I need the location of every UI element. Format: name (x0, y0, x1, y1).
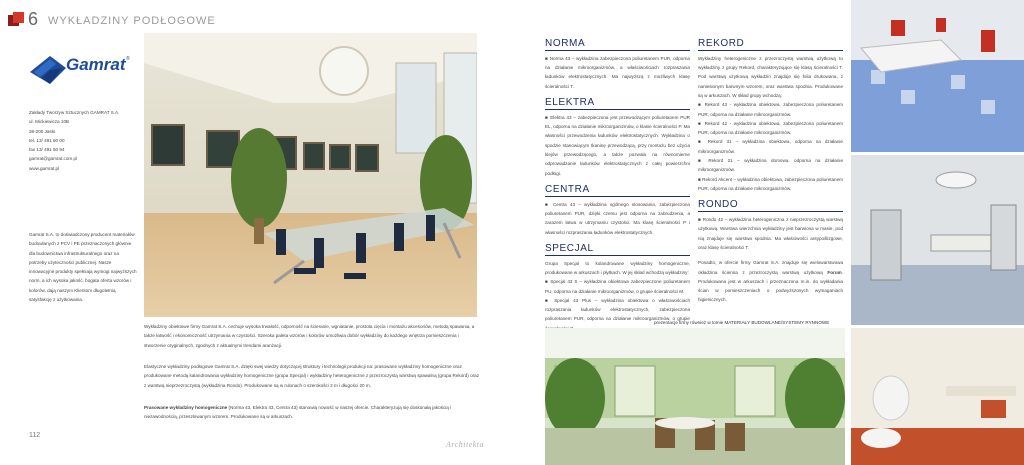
office-illustration (851, 0, 1024, 152)
rekord-item: ■ Rekord 42 - wykładzina obiektowa, zabezpieczona poliuretanem PUR, odporna na działanie mikroorganizmów. (698, 120, 843, 136)
bathroom-illustration (851, 328, 1024, 465)
specjal-text-2: ■ Specjal 43 S – wykładzina obiektowa zabezpieczone poliuretanem PU, odporna na działanie mikroorganizmów, o grupie ścieralności M. (545, 279, 690, 294)
contact-line: fax 13/ 491 50 94 (29, 147, 65, 153)
elektra-text: ■ Elektra 43 – zabezpieczona jest przewodzącym poliuretanem PUR EL, odporna na działanie mikroorganizmów, o klasie ścieralności P. Ma własności przewodzenia ładunków elektrostatycznych. Wykładzina o spodzie stanowiącym tkaninę przewodzącą, przy montażu bez użycia klejów przewodzącego, a także pozwala na równomierne odprowadzanie ładunków elektrostatycznych z całej powierzchni podłogi. (545, 114, 690, 176)
column-2 (698, 38, 843, 305)
rekord-item: ■ Rekord 31 – wykładzina obiektowa, odporna na działanie mikroorganizmów. (698, 139, 843, 154)
elektra-rule (545, 109, 690, 110)
rondo-rule (698, 211, 843, 212)
rekord-item: ■ Rekord 43 - wykładzina obiektowa, zabezpieczona poliuretanem PUR, odporna na działanie mikroorganizmów. (698, 102, 843, 117)
marker-square-front (13, 12, 24, 23)
dining-room-photo (144, 33, 477, 317)
column-1 (545, 38, 690, 333)
rondo-text-1: ■ Rondo 42 – wykładzina heterogeniczna z nieprzezroczystą warstwą użytkową. Warstwa wierzchnia wykładziny jest barwiona w masie, pod nią znajduje się warstwa spodnia. Ma właściwości antypoślizgowe, oraz klasę ścieralności T. (698, 217, 843, 250)
rondo-text-2a: Ponadto, w ofercie firmy Gamrat S.A. znajduje się wielowarstwowa okładzina ścienna z przezroczystą warstwą użytkową (698, 260, 843, 275)
contact-line: tel. 13/ 491 60 00 (29, 137, 65, 143)
chapter-number: 6 (28, 9, 39, 29)
centra-text: ■ Centra 43 – wykładzina ogólnego stosowania, zabezpieczona poliuretanem PUR, dzięki czemu jest odporna na zabrudzenia, a zarazem łatwa w utrzymaniu czystości. Ma klasę ścieralności P i własności rozpraszania ładunków elektrostatycznych. (545, 201, 690, 235)
intro-paragraph-2: Elastyczne wykładziny podłogowe Gamrat S.A. dzięki swej wiedzy dotyczącej struktury i technologii produkcji na: prasowane wykładziny homogeniczne oraz produkowane metodą kalandrowania wykładziny homogeniczne (grupa Specjal) i wykładziny heterogeniczne z przezroczystą warstwą spawalną (grupa Rekord) oraz z warstwą nieprzezroczystą (wykładzina Rondo). Produkowane są w rulonach o szerokości 2 m i długości 20 m. (144, 364, 480, 388)
rekord-text: Wykładziny heterogeniczne z przezroczystą warstwą użytkową to wykładziny z grupy Rekord, charakteryzujące się klasą ścieralności T. Pod warstwą użytkową wykładzin znajduje się folia drukowana, z naniesionym barwnym wzorem, oraz warstwa spodnia. Produkowane są w arkuszach. W skład grupy wchodzą: (698, 55, 843, 98)
hospital-room-photo (851, 155, 1024, 325)
specjal-heading: SPECJAL (545, 242, 594, 254)
rekord-item: ■ Rekord 21 – wykładzina domowa, odporna na działanie mikroorganizmów. (698, 158, 843, 173)
intro-paragraph-3-rest: (Norma 43, Elektra 43, Centra 43) stanowią nowość w naszej ofercie. Charakteryzują się doskonałą jakością i niezawodnością, przeszłowanym wzorem. Produkowane są w arkuszach. (144, 405, 452, 420)
hospital-room-illustration (851, 155, 1024, 325)
conservatory-illustration (545, 328, 845, 465)
dining-room-illustration (144, 33, 477, 317)
chapter-marker (8, 12, 26, 28)
intro-paragraph-1: Wykładziny obiektowe firmy Gamrat S.A. cechuje wysoka trwałość, odporność na ścieranie, wgniatanie, prostota cięcia i montażu akcesoriów, metodą spawania, a także łatwość i ekonomiczność utrzymania w czystości. Szeroka paleta wzorów i kolorów umożliwia dobór wykładziny do każdego wnętrza pomieszczenia i stworzenie oryginalnych, zgodnych z aktualnymi trendami aranżacji. (144, 324, 475, 348)
intro-paragraph-3-bold: Prasowane wykładziny homogeniczne (144, 405, 228, 410)
centra-rule (545, 196, 690, 197)
norma-rule (545, 50, 690, 51)
contact-line: Zakłady Tworzyw Sztucznych GAMRAT S.A. (29, 110, 120, 115)
architekta-footer-logo: Architekta (446, 440, 485, 449)
cross-reference-note: prezentacje firmy również w tomie MATERIAŁY BUDOWLANE/SYSTEMY RYNNOWE (654, 320, 830, 325)
chapter-title: WYKŁADZINY PODŁOGOWE (48, 15, 216, 27)
forum-bold: Forum (827, 269, 842, 275)
specjal-text-1: Grupa Specjal to kolandrowane wykładziny homogeniczne, produkowane w arkuszach i płytkach. W jej skład wchodzą wykładziny: (545, 260, 690, 275)
gamrat-logo-text: Gamrat (66, 55, 126, 74)
norma-text: ■ Norma 43 – wykładzina zabezpieczona poliuretanem PUR, odporna na działanie mikroorganizmów, a właściwościach rozpraszania ładunków elektrostatycznych. Ma najwyższą z możliwych klasę ścieralności T. (545, 55, 690, 89)
gamrat-logo (28, 50, 132, 90)
contact-block (29, 108, 139, 173)
company-description: Gamrat S.A. to doświadczony producent materiałów budowlanych z PCV i PE przeznaczonych głównie dla budownictwa infrastrukturalnego oraz na potrzeby użyteczności publicznej. Nasze innowacyjne produkty spełniają wymogi najwyższych norm, a ich wysoka jakość, bogata oferta wzorów i kolorów, dają naszym Klientom długoletnią satysfakcję z użytkowania. (29, 232, 137, 303)
left-page-number: 112 (29, 432, 41, 439)
specjal-rule (545, 255, 690, 256)
intro-paragraph-3 (144, 403, 479, 422)
rondo-text-2c: . Produkowana jest w arkuszach i przeznaczona m.in. do wykładania ścian w pomieszczeniach o podwyższonych wymaganiach higienicznych. (698, 269, 843, 303)
registered-mark: ® (126, 56, 130, 62)
rekord-heading: REKORD (698, 38, 745, 49)
rekord-rule (698, 50, 843, 51)
contact-email[interactable]: gamrat@gamrat.com.pl (29, 156, 78, 162)
centra-heading: CENTRA (545, 183, 590, 195)
specjal-text-3: ■ Specjal 43 Plus – wykładzina obiektowa o właściwościach rozpraszania ładunków elektrostatycznych, zabezpieczona poliuretanem PUR, odporna na działanie mikroorganizmów, o grupie (545, 297, 690, 322)
contact-website[interactable]: www.gamrat.pl (29, 165, 60, 171)
conservatory-photo (545, 328, 845, 465)
norma-heading: NORMA (545, 38, 586, 49)
office-photo (851, 0, 1024, 152)
rekord-item: ■ Rekord Akcent – wykładzina obiektowa, zabezpieczona poliuretanem PUR, odporna na działanie mikroorganizmów. (698, 176, 843, 191)
contact-line: 38-200 Jasło (29, 128, 56, 134)
contact-line: ul. Mickiewicza 10B (29, 119, 70, 125)
bathroom-photo (851, 328, 1024, 465)
rondo-text-2 (698, 258, 843, 304)
rondo-heading: RONDO (698, 199, 739, 211)
elektra-heading: ELEKTRA (545, 96, 595, 108)
